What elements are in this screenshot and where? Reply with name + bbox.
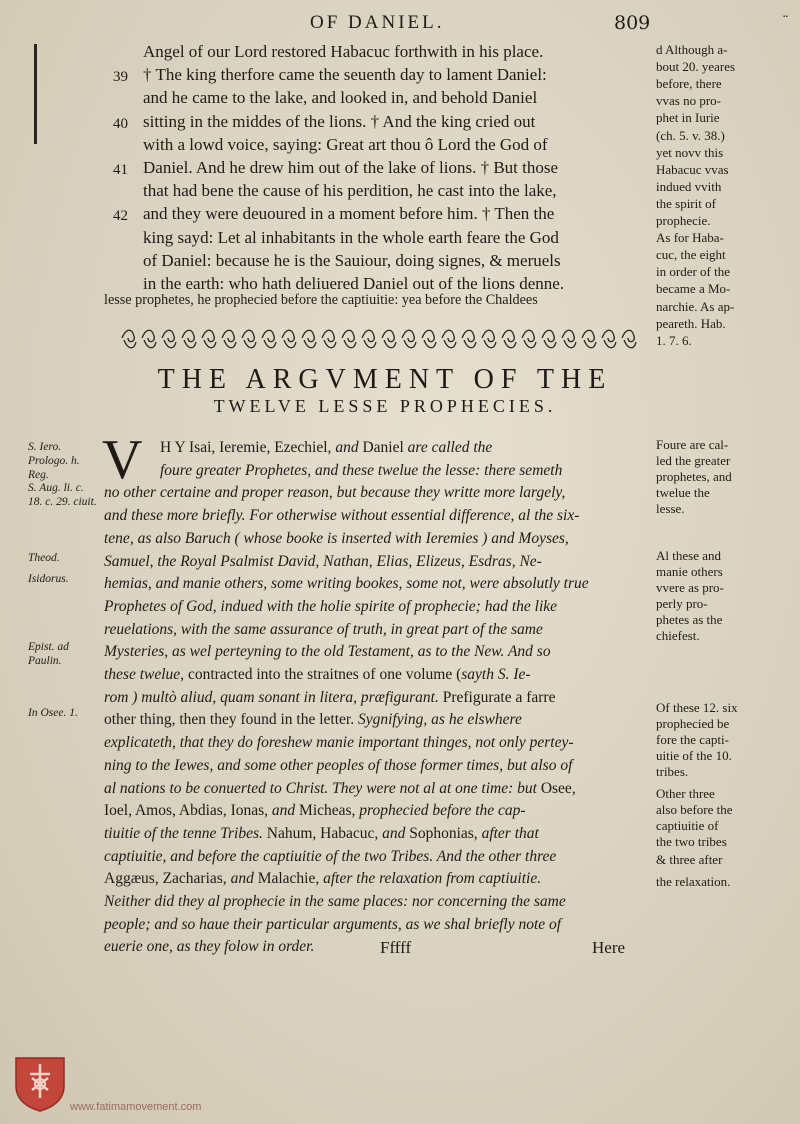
text-run: al nations to be conuerted to Christ. They were not al at one time: but: [104, 779, 541, 797]
argument-line: [104, 687, 555, 710]
argument-line: [104, 664, 531, 687]
running-title: OF DANIEL.: [310, 12, 445, 33]
verse-line: king sayd: Let al inhabitants in the whole earth feare the God: [143, 227, 559, 247]
text-run: Prefigurate a farre: [442, 688, 556, 706]
text-run: H Y: [160, 439, 189, 456]
argument-line: [104, 936, 314, 959]
text-run: Isai, Ieremie, Ezechiel,: [189, 439, 336, 456]
margin-note-line: As for Haba-: [656, 230, 724, 246]
shield-logo-icon: [12, 1054, 68, 1112]
text-run: prophecied before the cap-: [359, 802, 526, 820]
text-run: rom ) multò aliud, quam sonant in litera, præfigurant.: [104, 688, 443, 706]
text-run: after that: [481, 824, 539, 842]
argument-line: [104, 868, 541, 891]
argument-line: [104, 800, 526, 823]
corner-mark: ¨: [782, 14, 789, 30]
argument-line: [104, 573, 589, 596]
ornament-scroll: [342, 330, 356, 348]
ornament-scroll: [302, 330, 316, 348]
argument-line: [104, 596, 557, 619]
ornament-scroll: [162, 330, 176, 348]
text-run: Micheas,: [299, 802, 360, 820]
verse-number: 41: [113, 162, 128, 178]
verse-line: and they were deuoured in a moment before him. † Then the: [143, 204, 555, 224]
text-run: Samuel, the Royal Psalmist David, Nathan, Elias, Elizeus, Esdras, Ne-: [104, 552, 542, 570]
citation-note: Isidorus.: [28, 573, 69, 585]
ornament-scroll: [362, 330, 376, 348]
argument-line: [160, 460, 562, 483]
margin-note-line: peareth. Hab.: [656, 315, 726, 331]
ornament-scroll: [582, 330, 596, 348]
margin-note-line: led the greater: [656, 453, 731, 468]
ornament-scroll: [422, 330, 436, 348]
margin-note-line: in order of the: [656, 264, 731, 280]
ornament-band: [118, 324, 638, 352]
verse-number: 39: [113, 69, 128, 86]
margin-note-line: Habacuc vvas: [656, 161, 729, 177]
text-run: sayth S. Ie-: [461, 666, 531, 683]
margin-note-line: prophetes, and: [656, 469, 732, 484]
margin-note-line: before, there: [656, 76, 722, 92]
margin-note-line: 1. 7. 6.: [656, 332, 692, 348]
text-run: explicateth, that they do foreshew manie important thinges, not only pertey-: [104, 734, 574, 752]
margin-note-line: phet in Iurie: [656, 110, 720, 126]
verse-line: in the earth: who hath deliuered Daniel out of the lions denne.: [143, 274, 565, 293]
margin-note-line: also before the: [656, 802, 733, 817]
margin-note-line: the two tribes: [656, 834, 727, 849]
margin-note-line: the spirit of: [656, 195, 716, 211]
text-run: Sophonias,: [409, 824, 482, 842]
text-run: Sygnifying, as he elswhere: [357, 711, 522, 729]
citation-note: S. Aug. li. c. 18. c. 29. ciuit.: [28, 482, 97, 508]
citation-note: In Osee. 1.: [28, 707, 78, 719]
margin-note-line: perly pro-: [656, 596, 708, 611]
margin-note-line: cuc, the eight: [656, 247, 726, 263]
margin-note-line: narchie. As ap-: [656, 298, 735, 314]
ornament-scroll: [322, 330, 336, 348]
margin-note-line: Al these and: [656, 548, 721, 563]
argument-line: [104, 823, 539, 846]
text-run: captiuitie, and before the captiuitie of the two Tribes. And the other three: [104, 847, 557, 865]
verse-line: sitting in the middes of the lions. † And the king cried out: [143, 111, 536, 131]
verse-number: 42: [113, 208, 128, 225]
ornament-scroll: [202, 330, 216, 348]
verse-line: Angel of our Lord restored Habacuc forthwith in his place.: [143, 42, 544, 61]
margin-note-line: captiuitie of: [656, 818, 719, 833]
text-run: no other certaine and proper reason, but because they writte more largely,: [104, 484, 566, 502]
argument-line: [104, 914, 561, 937]
ornament-scroll: [502, 330, 516, 348]
margin-note-line: vvas no pro-: [656, 93, 721, 109]
citation-note: S. Iero. Prologo. h. Reg.: [28, 441, 80, 481]
argument-line: [104, 709, 522, 732]
ornament-scroll: [462, 330, 476, 348]
argument-line: [104, 551, 542, 574]
text-run: other thing, then they found in the letter.: [104, 711, 358, 729]
ornament-scroll: [142, 330, 156, 348]
ornament-scroll: [122, 330, 136, 348]
margin-note-line: prophecied be: [656, 716, 730, 731]
text-run: Osee,: [540, 779, 576, 797]
verse-line: † The king therfore came the seuenth day to lament Daniel:: [143, 65, 547, 85]
ornament-scroll: [542, 330, 556, 348]
text-run: and: [382, 824, 410, 842]
text-run: and: [271, 802, 300, 820]
text-run: Aggæus, Zacharias,: [104, 870, 231, 888]
verse-number: 40: [113, 115, 128, 132]
drop-cap: V: [102, 429, 143, 491]
text-run: Ioel, Amos, Abdias, Ionas,: [104, 802, 272, 820]
ornament-scroll: [442, 330, 456, 348]
margin-note-line: manie others: [656, 564, 723, 579]
citation-note: Theod.: [28, 552, 60, 564]
watermark-url: www.fatimamovement.com: [70, 1101, 202, 1113]
argument-line: [104, 755, 572, 778]
signature-mark: Fffff: [380, 938, 412, 957]
argument-line: [104, 619, 543, 642]
ornament-scroll: [562, 330, 576, 348]
text-run: hemias, and manie others, some writing bookes, some not, were absolutly true: [104, 575, 589, 593]
verse-line: of Daniel: because he is the Sauiour, doing signes, & meruels: [143, 250, 561, 270]
margin-note-line: phetes as the: [656, 612, 723, 627]
argument-line: [104, 505, 579, 528]
margin-note-line: Of these 12. six: [656, 700, 738, 715]
argument-line: [104, 482, 565, 505]
citation-note: Epist. ad Paulin.: [28, 641, 69, 667]
margin-note-line: chiefest.: [656, 628, 700, 643]
text-run: and: [335, 439, 363, 456]
text-run: tiuitie of the tenne Tribes.: [104, 824, 267, 842]
argument-line: [104, 778, 576, 801]
ornament-scroll: [242, 330, 256, 348]
ornament-scroll: [482, 330, 496, 348]
text-run: contracted into the straitnes of one volume (: [187, 666, 462, 683]
argument-line: [104, 641, 551, 664]
argument-line: [160, 437, 492, 460]
margin-note-line: prophecie.: [656, 213, 711, 228]
margin-note-line: the relaxation.: [656, 874, 731, 889]
text-run: after the relaxation from captiuitie.: [323, 870, 542, 888]
margin-note-line: bout 20. yeares: [656, 59, 736, 75]
text-run: foure greater Prophetes, and these twelue the lesse: there semeth: [160, 461, 563, 479]
argument-line: [104, 528, 569, 551]
wide-line: lesse prophetes, he prophecied before the captiuitie: yea before the Chaldees: [104, 292, 538, 308]
verse-line: that had bene the cause of his perdition, he cast into the lake,: [143, 181, 557, 201]
ornament-scroll: [222, 330, 236, 348]
ornament-scroll: [402, 330, 416, 348]
ornament-scroll: [182, 330, 196, 348]
margin-rule: [34, 44, 37, 144]
ornament-scroll: [382, 330, 396, 348]
text-run: Prophetes of God, indued with the holie spirite of prophecie; had the like: [104, 597, 558, 615]
ornament-scroll: [282, 330, 296, 348]
margin-note-line: yet novv this: [656, 144, 724, 160]
text-run: Daniel: [362, 439, 408, 456]
margin-note-line: twelue the: [656, 485, 710, 500]
verse-line: Daniel. And he drew him out of the lake of lions. † But those: [143, 158, 559, 177]
margin-note-line: Foure are cal-: [656, 437, 729, 452]
text-run: Neither did they al prophecie in the same places: nor concerning the same: [104, 893, 566, 910]
margin-note-line: indued vvith: [656, 178, 722, 194]
page-number: 809: [614, 12, 651, 34]
text-run: tene, as also Baruch ( whose booke is inserted with Ieremies ) and Moyses,: [104, 529, 569, 547]
text-run: people; and so haue their particular arguments, as we shal briefly note of: [104, 915, 562, 933]
verse-line: with a lowd voice, saying: Great art thou ô Lord the God of: [143, 134, 548, 154]
text-run: euerie one, as they folow in order.: [104, 938, 315, 956]
text-run: Mysteries, as wel perteyning to the old Testament, as to the New. And so: [104, 643, 551, 661]
text-run: Malachie,: [257, 870, 324, 888]
text-run: Nahum, Habacuc,: [266, 824, 383, 842]
text-run: ning to the Iewes, and some other peoples of those former times, but also of: [104, 756, 573, 774]
argument-title: THE ARGVMENT OF THE: [157, 364, 613, 395]
ornament-scroll: [522, 330, 536, 348]
margin-note-line: uitie of the 10.: [656, 748, 732, 763]
argument-line: [104, 732, 574, 755]
margin-note-line: tribes.: [656, 764, 689, 779]
ornament-scroll: [262, 330, 276, 348]
text-run: are called the: [407, 439, 493, 456]
text-run: reuelations, with the same assurance of truth, in great part of the same: [104, 620, 543, 638]
argument-subtitle: TWELVE LESSE PROPHECIES.: [213, 396, 557, 416]
argument-line: [104, 846, 556, 869]
ornament-scroll: [622, 330, 636, 348]
text-run: and: [230, 870, 258, 888]
ornament-scroll: [602, 330, 616, 348]
margin-note-line: lesse.: [656, 501, 685, 516]
margin-note-line: fore the capti-: [656, 732, 729, 747]
margin-note-line: (ch. 5. v. 38.): [656, 127, 725, 143]
margin-note-line: became a Mo-: [656, 281, 731, 297]
text-run: and these more briefly. For otherwise without essential difference, al the six-: [104, 507, 580, 525]
catchword: Here: [592, 938, 626, 957]
argument-line: [104, 891, 566, 914]
margin-note-line: vvere as pro-: [656, 580, 724, 595]
verse-line: and he came to the lake, and looked in, and behold Daniel: [143, 88, 538, 108]
margin-note-line: & three after: [656, 852, 723, 867]
margin-note-line: Other three: [656, 786, 715, 801]
text-run: these twelue,: [104, 666, 188, 683]
margin-note-line: d Although a-: [656, 42, 728, 57]
